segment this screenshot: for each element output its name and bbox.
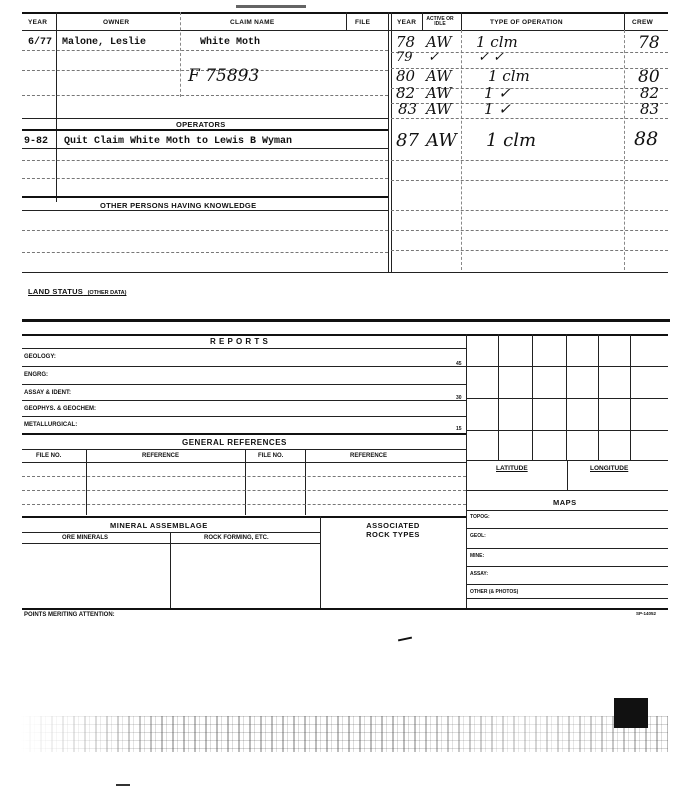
ore-minerals-label: ORE MINERALS	[62, 535, 109, 541]
header-owner: OWNER	[103, 19, 130, 26]
maps-row-mine: MINE:	[470, 553, 485, 559]
activity-operation: 1 ✓	[484, 100, 511, 118]
header-active-idle: ACTIVE OR IDLE	[426, 16, 454, 27]
reports-title: R E P O R T S	[210, 337, 269, 346]
header-year: YEAR	[28, 19, 48, 26]
activity-year: 83	[398, 100, 418, 118]
owner-name: Malone, Leslie	[62, 37, 147, 48]
report-label-assay: ASSAY & IDENT:	[24, 390, 72, 396]
general-references-title: GENERAL REFERENCES	[182, 438, 287, 447]
bottom-speck	[116, 784, 130, 786]
file-note: F 75893	[188, 66, 260, 86]
maps-row-geol: GEOL:	[470, 533, 486, 539]
activity-status: AW	[426, 67, 452, 85]
header-claim-name: CLAIM NAME	[230, 19, 275, 26]
activity-operation: ✓ ✓	[478, 50, 504, 65]
owner-year: 6/77	[28, 37, 53, 48]
activity-crew: 80	[638, 67, 660, 87]
noise-band	[18, 716, 668, 752]
land-status-subtitle: (OTHER DATA)	[87, 290, 127, 296]
land-status-title: LAND STATUS	[28, 287, 84, 296]
activity-operation: 1 clm	[486, 130, 537, 151]
longitude-label: LONGITUDE	[590, 465, 629, 472]
latitude-label: LATITUDE	[496, 465, 528, 472]
form-code: SP-14052	[636, 611, 657, 616]
activity-year: 87	[396, 130, 419, 151]
activity-crew: 88	[634, 128, 659, 150]
report-label-metallurgical: METALLURGICAL:	[24, 422, 78, 428]
header-type-of-operation: TYPE OF OPERATION	[490, 19, 563, 26]
dark-blot	[614, 698, 648, 728]
activity-crew: 82	[640, 84, 660, 102]
speck-mark	[398, 637, 412, 642]
maps-row-topog: TOPOG:	[470, 514, 490, 520]
report-label-geology: GEOLOGY:	[24, 354, 56, 360]
activity-year: 82	[396, 84, 416, 102]
report-num-metallurgical: 15	[456, 426, 462, 432]
report-num-geology: 45	[456, 361, 462, 367]
activity-year: 80	[396, 67, 416, 85]
maps-row-assay: ASSAY:	[470, 571, 489, 577]
ref-header-file-no-1: FILE NO.	[36, 453, 62, 459]
maps-title: MAPS	[553, 498, 577, 507]
associated-rock-types-label: ASSOCIATED ROCK TYPES	[366, 521, 420, 539]
activity-crew: 83	[640, 100, 660, 118]
activity-status: AW	[426, 84, 452, 102]
ref-header-file-no-2: FILE NO.	[258, 453, 284, 459]
activity-operation: 1 clm	[488, 67, 530, 85]
activity-year: 79	[396, 50, 413, 65]
mineral-assemblage-title: MINERAL ASSEMBLAGE	[110, 521, 208, 530]
top-smudge	[236, 5, 306, 8]
activity-crew: 78	[638, 33, 660, 53]
report-label-engrg: ENGRG:	[24, 372, 48, 378]
land-status-divider	[22, 319, 670, 322]
report-label-geophys: GEOPHYS. & GEOCHEM:	[24, 406, 97, 412]
rock-forming-label: ROCK FORMING, ETC.	[204, 535, 269, 541]
ref-header-reference-2: REFERENCE	[350, 453, 388, 459]
claim-name: White Moth	[200, 37, 261, 48]
report-num-assay: 30	[456, 395, 462, 401]
activity-status: ✓	[428, 50, 439, 65]
operator-year: 9-82	[24, 136, 49, 147]
header-crew: CREW	[632, 19, 654, 26]
header-file: FILE	[355, 19, 371, 26]
activity-status: AW	[426, 130, 457, 151]
activity-year: 78	[396, 33, 416, 51]
header-year-2: YEAR	[397, 19, 417, 26]
points-meriting-attention: POINTS MERITING ATTENTION:	[24, 612, 115, 618]
operator-entry: Quit Claim White Moth to Lewis B Wyman	[64, 136, 293, 147]
maps-row-other: OTHER (& PHOTOS)	[470, 589, 519, 595]
activity-status: AW	[426, 33, 452, 51]
ref-header-reference-1: REFERENCE	[142, 453, 180, 459]
activity-operation: 1 ✓	[484, 84, 511, 102]
activity-status: AW	[426, 100, 452, 118]
operators-title: OPERATORS	[176, 120, 226, 129]
other-persons-title: OTHER PERSONS HAVING KNOWLEDGE	[100, 201, 257, 210]
activity-operation: 1 clm	[476, 33, 518, 51]
